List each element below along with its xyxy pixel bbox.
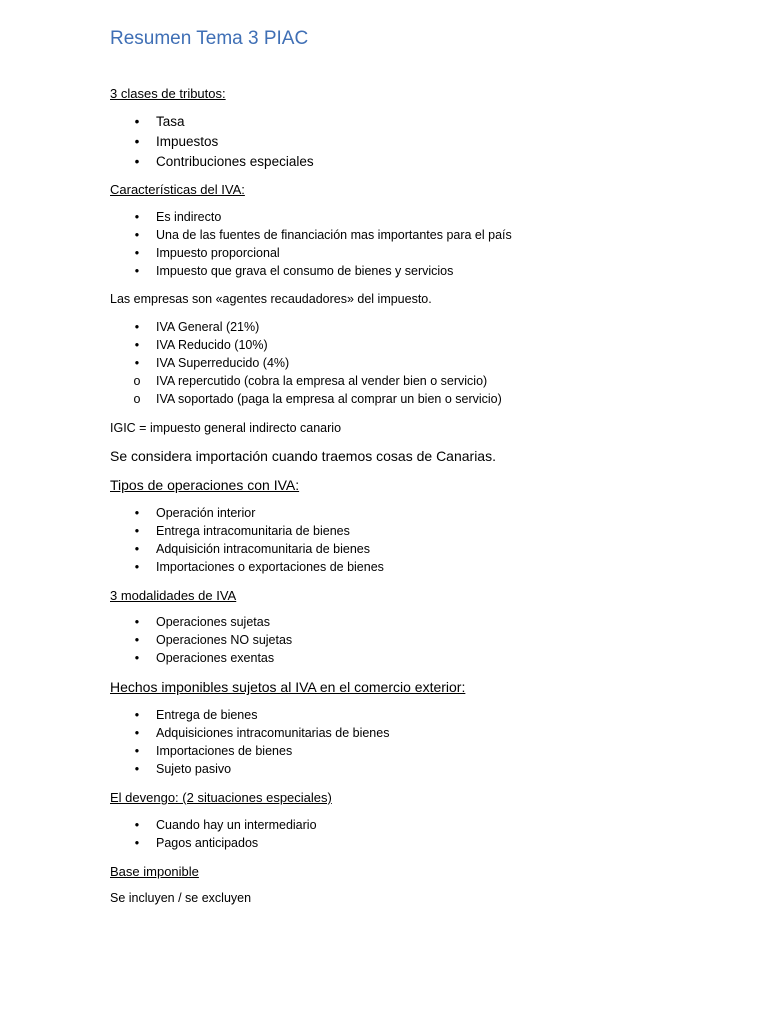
paragraph-agentes: Las empresas son «agentes recaudadores» del impuesto. <box>110 292 432 306</box>
heading-caracteristicas: Características del IVA: <box>110 182 245 197</box>
bullet-icon: • <box>134 762 140 776</box>
bullet-icon: • <box>134 836 140 850</box>
bullet-icon: • <box>134 615 140 629</box>
bullet-icon: • <box>134 134 140 149</box>
paragraph-base-imponible: Se incluyen / se excluyen <box>110 891 252 905</box>
bullet-icon: • <box>134 524 140 538</box>
list-item-label: Operación interior <box>156 506 256 520</box>
list-item-label: Una de las fuentes de financiación mas importantes para el país <box>156 228 512 242</box>
bullet-icon: • <box>134 114 140 129</box>
heading-hechos: Hechos imponibles sujetos al IVA en el comercio exterior: <box>110 679 466 695</box>
list-item-label: IVA soportado (paga la empresa al comprar un bien o servicio) <box>156 392 502 406</box>
list-item-label: IVA General (21%) <box>156 320 260 334</box>
bullet-icon: • <box>134 228 140 242</box>
list-item-label: Cuando hay un intermediario <box>156 818 317 832</box>
bullet-icon: • <box>134 246 140 260</box>
list-item-label: Importaciones de bienes <box>156 744 293 758</box>
document-title: Resumen Tema 3 PIAC <box>110 28 309 49</box>
list-item-label: Sujeto pasivo <box>156 762 232 776</box>
list-item-label: Operaciones NO sujetas <box>156 633 293 647</box>
bullet-icon: • <box>134 708 140 722</box>
list-item-label: IVA Reducido (10%) <box>156 338 268 352</box>
bullet-icon: • <box>134 651 140 665</box>
circle-bullet-icon: o <box>133 392 141 406</box>
circle-bullet-icon: o <box>133 374 141 388</box>
bullet-icon: • <box>134 560 140 574</box>
list-item-label: Es indirecto <box>156 210 222 224</box>
list-item-label: Impuesto proporcional <box>156 246 280 260</box>
bullet-icon: • <box>134 320 140 334</box>
bullet-icon: • <box>134 506 140 520</box>
bullet-icon: • <box>134 338 140 352</box>
heading-modalidades: 3 modalidades de IVA <box>110 588 237 603</box>
list-item-label: Entrega de bienes <box>156 708 258 722</box>
list-item-label: Contribuciones especiales <box>156 154 314 169</box>
list-item-label: IVA Superreducido (4%) <box>156 356 290 370</box>
list-item-label: Tasa <box>156 114 185 129</box>
list-item-label: Pagos anticipados <box>156 836 259 850</box>
list-item-label: Operaciones exentas <box>156 651 275 665</box>
list-item-label: Operaciones sujetas <box>156 615 270 629</box>
list-item-label: Entrega intracomunitaria de bienes <box>156 524 350 538</box>
list-item-label: IVA repercutido (cobra la empresa al vender bien o servicio) <box>156 374 488 388</box>
bullet-icon: • <box>134 726 140 740</box>
heading-operaciones: Tipos de operaciones con IVA: <box>110 477 300 493</box>
list-item-label: Adquisición intracomunitaria de bienes <box>156 542 371 556</box>
bullet-icon: • <box>134 818 140 832</box>
bullet-icon: • <box>134 542 140 556</box>
heading-devengo: El devengo: (2 situaciones especiales) <box>110 790 332 805</box>
bullet-icon: • <box>134 210 140 224</box>
bullet-icon: • <box>134 356 140 370</box>
paragraph-importacion: Se considera importación cuando traemos cosas de Canarias. <box>110 448 496 464</box>
list-item-label: Impuesto que grava el consumo de bienes y servicios <box>156 264 454 278</box>
bullet-icon: • <box>134 744 140 758</box>
bullet-icon: • <box>134 264 140 278</box>
bullet-icon: • <box>134 633 140 647</box>
list-item-label: Importaciones o exportaciones de bienes <box>156 560 384 574</box>
bullet-icon: • <box>134 154 140 169</box>
heading-base-imponible: Base imponible <box>110 864 199 879</box>
heading-tributos: 3 clases de tributos: <box>110 86 226 101</box>
list-item-label: Impuestos <box>156 134 219 149</box>
list-item-label: Adquisiciones intracomunitarias de bienes <box>156 726 390 740</box>
paragraph-igic: IGIC = impuesto general indirecto canario <box>110 421 342 435</box>
